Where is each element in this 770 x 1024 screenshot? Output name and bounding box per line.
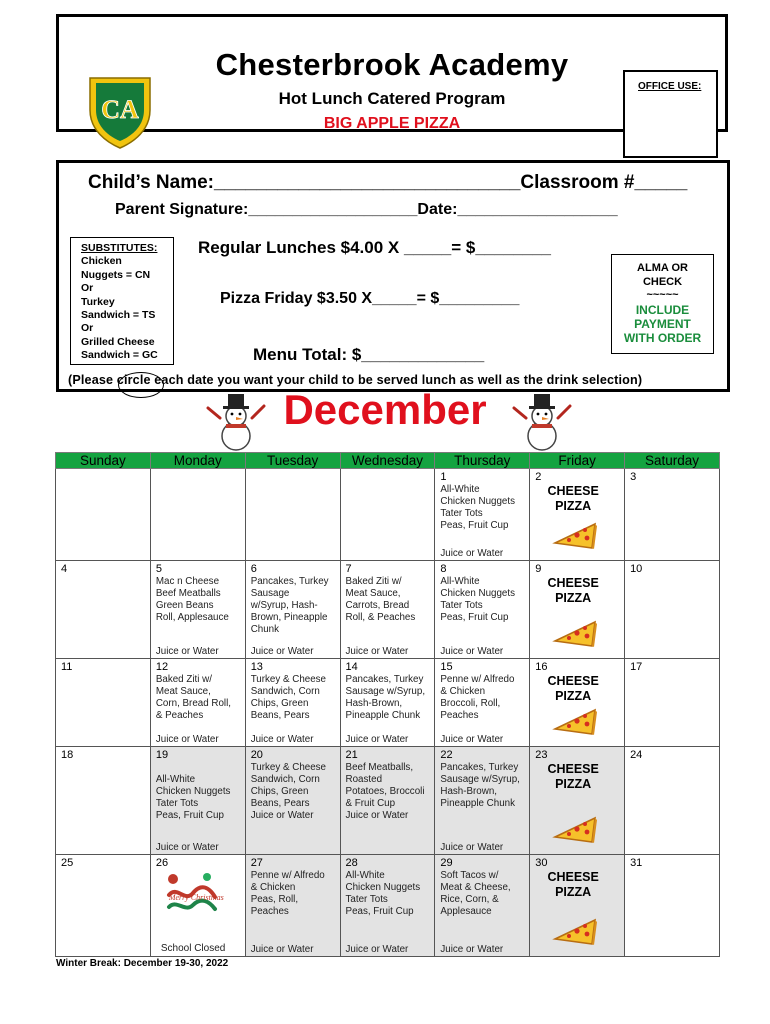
calendar-day-cell[interactable] xyxy=(625,855,720,957)
payment-note xyxy=(612,303,713,345)
calendar-day-cell[interactable] xyxy=(245,561,340,659)
day-number: 20 xyxy=(250,749,263,761)
day-number: 17 xyxy=(630,661,643,673)
calendar-day-cell[interactable] xyxy=(56,561,151,659)
menu-text: Mac n Cheese Beef Meatballs Green Beans Roll, Applesauce xyxy=(155,576,229,623)
cheese-pizza-label: CHEESE PIZZA xyxy=(547,484,599,513)
day-number: 9 xyxy=(535,563,542,575)
drink-option: Juice or Water xyxy=(440,646,504,657)
substitutes-line: Nuggets = CN xyxy=(81,268,151,281)
calendar-day-cell[interactable] xyxy=(435,561,530,659)
vendor-name: BIG APPLE PIZZA xyxy=(323,115,461,132)
pizza-slice-icon xyxy=(552,707,598,737)
day-number: 12 xyxy=(155,661,169,673)
month-title: December xyxy=(283,386,487,433)
program-name: Hot Lunch Catered Program xyxy=(278,89,506,108)
day-number: 22 xyxy=(440,749,453,761)
weekday-header: Tuesday xyxy=(245,453,340,469)
drink-option: Juice or Water xyxy=(345,646,409,657)
cheese-pizza-label: CHEESE PIZZA xyxy=(547,674,599,703)
day-number: 3 xyxy=(630,471,637,483)
drink-option: Juice or Water xyxy=(155,842,219,853)
parent-signature-line: Parent Signature:___________________Date:__________________ xyxy=(115,201,618,218)
regular-lunches-line: Regular Lunches $4.00 X _____= $________ xyxy=(198,238,551,257)
merry-christmas-icon xyxy=(163,869,219,915)
payment-line: ~~~~~ xyxy=(646,289,679,301)
day-number: 10 xyxy=(630,563,643,575)
weekday-header: Friday xyxy=(530,453,625,469)
calendar-day-cell xyxy=(56,469,151,561)
drink-option: Juice or Water xyxy=(440,944,504,955)
pizza-slice-icon xyxy=(552,521,598,551)
weekday-header: Sunday xyxy=(56,453,151,469)
day-number: 23 xyxy=(535,749,548,761)
day-number: 21 xyxy=(345,749,358,761)
office-use-box xyxy=(623,70,718,158)
day-number: 14 xyxy=(345,661,358,673)
menu-text: All-White Chicken Nuggets Tater Tots Peas, Fruit Cup xyxy=(440,576,515,623)
menu-text: Turkey & Cheese Sandwich, Corn Chips, Green Beans, Pears xyxy=(250,674,327,721)
day-number: 2 xyxy=(535,471,542,483)
day-number: 29 xyxy=(440,857,453,869)
logo-text: CA xyxy=(101,95,139,124)
day-number: 11 xyxy=(61,661,73,673)
calendar-day-cell[interactable] xyxy=(245,855,340,957)
day-number: 6 xyxy=(250,563,257,575)
menu-text: Beef Meatballs, Roasted Potatoes, Broccoli & Fruit Cup Juice or Water xyxy=(345,762,425,821)
menu-text: All-White Chicken Nuggets Tater Tots Peas, Fruit Cup xyxy=(345,870,421,917)
drink-option: Juice or Water xyxy=(345,944,409,955)
calendar-day-cell[interactable] xyxy=(340,855,435,957)
menu-total-line: Menu Total: $_____________ xyxy=(253,345,485,364)
menu-text: Baked Ziti w/ Meat Sauce, Carrots, Bread Roll, & Peaches xyxy=(345,576,416,623)
day-number: 1 xyxy=(440,471,447,483)
menu-text: Pancakes, Turkey Sausage w/Syrup, Hash-Brown, Pineapple Chunk xyxy=(440,762,520,809)
day-number: 8 xyxy=(440,563,447,575)
calendar-day-cell[interactable] xyxy=(150,659,245,747)
payment-line: CHECK xyxy=(642,275,683,288)
calendar-day-cell[interactable] xyxy=(245,659,340,747)
calendar-day-cell[interactable] xyxy=(530,469,625,561)
day-number: 19 xyxy=(155,749,169,761)
school-closed-label: School Closed xyxy=(160,943,226,954)
day-number: 25 xyxy=(61,857,74,869)
substitutes-line: Or xyxy=(81,322,94,335)
weekday-header: Saturday xyxy=(625,453,720,469)
menu-text: All-White Chicken Nuggets Tater Tots Peas, Fruit Cup xyxy=(440,484,515,531)
substitutes-line: Grilled Cheese xyxy=(81,335,155,348)
substitutes-line: Sandwich = TS xyxy=(81,309,156,322)
winter-break-note: Winter Break: December 19-30, 2022 xyxy=(56,958,229,969)
day-number: 18 xyxy=(61,749,74,761)
day-number: 15 xyxy=(440,661,453,673)
weekday-header: Thursday xyxy=(435,453,530,469)
drink-option: Juice or Water xyxy=(440,842,504,853)
substitutes-box xyxy=(70,237,174,365)
lunch-calendar xyxy=(55,452,720,957)
drink-option: Juice or Water xyxy=(440,548,504,559)
snowman-icon xyxy=(206,390,266,452)
day-number: 27 xyxy=(250,857,263,869)
weekday-header: Monday xyxy=(150,453,245,469)
day-number: 26 xyxy=(155,857,169,869)
drink-option: Juice or Water xyxy=(440,734,504,745)
calendar-day-cell[interactable] xyxy=(56,659,151,747)
calendar-day-cell[interactable] xyxy=(530,561,625,659)
calendar-day-cell[interactable] xyxy=(530,855,625,957)
drink-option: Juice or Water xyxy=(155,734,219,745)
calendar-day-cell[interactable] xyxy=(435,747,530,855)
payment-note-line: WITH ORDER xyxy=(623,330,702,345)
menu-text: Turkey & Cheese Sandwich, Corn Chips, Green Beans, Pears Juice or Water xyxy=(250,762,327,821)
cheese-pizza-label: CHEESE PIZZA xyxy=(547,576,599,605)
payment-note-line: INCLUDE xyxy=(635,302,690,317)
day-number: 13 xyxy=(250,661,263,673)
pizza-slice-icon xyxy=(552,917,598,947)
office-use-label: OFFICE USE: xyxy=(638,81,702,92)
day-number: 5 xyxy=(155,563,162,575)
substitutes-line: Chicken xyxy=(81,255,122,268)
pizza-friday-line: Pizza Friday $3.50 X_____= $_________ xyxy=(220,290,520,307)
substitutes-line: Turkey xyxy=(81,295,115,308)
cheese-pizza-label: CHEESE PIZZA xyxy=(547,870,599,899)
menu-text: All-White Chicken Nuggets Tater Tots Peas, Fruit Cup xyxy=(155,774,231,821)
snowman-icon xyxy=(512,390,572,452)
substitutes-line: Or xyxy=(81,282,94,295)
instructions-text: (Please circle each date you want your child to be served lunch as well as the drink selection) xyxy=(68,373,643,387)
calendar-day-cell xyxy=(340,469,435,561)
day-number: 4 xyxy=(61,563,68,575)
calendar-week-row xyxy=(56,747,720,855)
calendar-week-row xyxy=(56,561,720,659)
menu-text: Penne w/ Alfredo & Chicken Broccoli, Roll, Peaches xyxy=(440,674,515,721)
school-name: Chesterbrook Academy xyxy=(215,47,569,82)
drink-option: Juice or Water xyxy=(155,646,219,657)
calendar-day-cell[interactable] xyxy=(340,561,435,659)
calendar-day-cell[interactable] xyxy=(435,855,530,957)
calendar-day-cell[interactable] xyxy=(435,469,530,561)
calendar-day-cell[interactable] xyxy=(150,561,245,659)
calendar-day-cell[interactable] xyxy=(625,561,720,659)
payment-line: ALMA OR xyxy=(637,262,688,274)
menu-text: Baked Ziti w/ Meat Sauce, Corn, Bread Roll, & Peaches xyxy=(155,674,231,721)
greeting-text: Merry Christmas xyxy=(168,893,224,902)
substitutes-line: Sandwich = GC xyxy=(81,349,158,362)
calendar-day-cell[interactable] xyxy=(56,747,151,855)
calendar-day-cell[interactable] xyxy=(625,659,720,747)
calendar-week-row xyxy=(56,469,720,561)
day-number: 7 xyxy=(345,563,352,575)
calendar-day-cell xyxy=(245,469,340,561)
calendar-day-cell[interactable] xyxy=(340,747,435,855)
day-number: 16 xyxy=(535,661,548,673)
school-logo xyxy=(86,74,154,150)
drink-option: Juice or Water xyxy=(250,646,314,657)
calendar-week-row xyxy=(56,855,720,957)
drink-option: Juice or Water xyxy=(345,734,409,745)
payment-box xyxy=(611,254,714,354)
calendar-week-row xyxy=(56,659,720,747)
cheese-pizza-label: CHEESE PIZZA xyxy=(547,762,599,791)
day-number: 24 xyxy=(630,749,643,761)
drink-option: Juice or Water xyxy=(250,944,314,955)
calendar-day-cell[interactable] xyxy=(435,659,530,747)
menu-text: Pancakes, Turkey Sausage w/Syrup, Hash-Brown, Pineapple Chunk xyxy=(345,674,426,721)
calendar-day-cell[interactable] xyxy=(150,855,245,957)
calendar-day-cell[interactable] xyxy=(245,747,340,855)
calendar-day-cell[interactable] xyxy=(150,747,245,855)
calendar-day-cell[interactable] xyxy=(625,469,720,561)
day-number: 28 xyxy=(345,857,358,869)
menu-text: Soft Tacos w/ Meat & Cheese, Rice, Corn, & Applesauce xyxy=(440,870,511,917)
calendar-day-cell[interactable] xyxy=(530,659,625,747)
calendar-day-cell[interactable] xyxy=(625,747,720,855)
drink-option: Juice or Water xyxy=(250,734,314,745)
payment-note-line: PAYMENT xyxy=(634,316,691,331)
weekday-header: Wednesday xyxy=(340,453,435,469)
child-name-line: Child’s Name:_____________________________Classroom #_____ xyxy=(88,172,688,193)
substitutes-title: SUBSTITUTES: xyxy=(81,242,158,254)
calendar-day-cell xyxy=(150,469,245,561)
pizza-slice-icon xyxy=(552,815,598,845)
weekday-header-row xyxy=(56,453,720,469)
day-number: 30 xyxy=(535,857,548,869)
calendar-day-cell[interactable] xyxy=(530,747,625,855)
calendar-day-cell[interactable] xyxy=(340,659,435,747)
day-number: 31 xyxy=(630,857,643,869)
pizza-slice-icon xyxy=(552,619,598,649)
menu-text: Pancakes, Turkey Sausage w/Syrup, Hash- Brown, Pineapple Chunk xyxy=(250,576,329,635)
calendar-day-cell[interactable] xyxy=(56,855,151,957)
menu-text: Penne w/ Alfredo & Chicken Peas, Roll, Peaches xyxy=(250,870,325,917)
